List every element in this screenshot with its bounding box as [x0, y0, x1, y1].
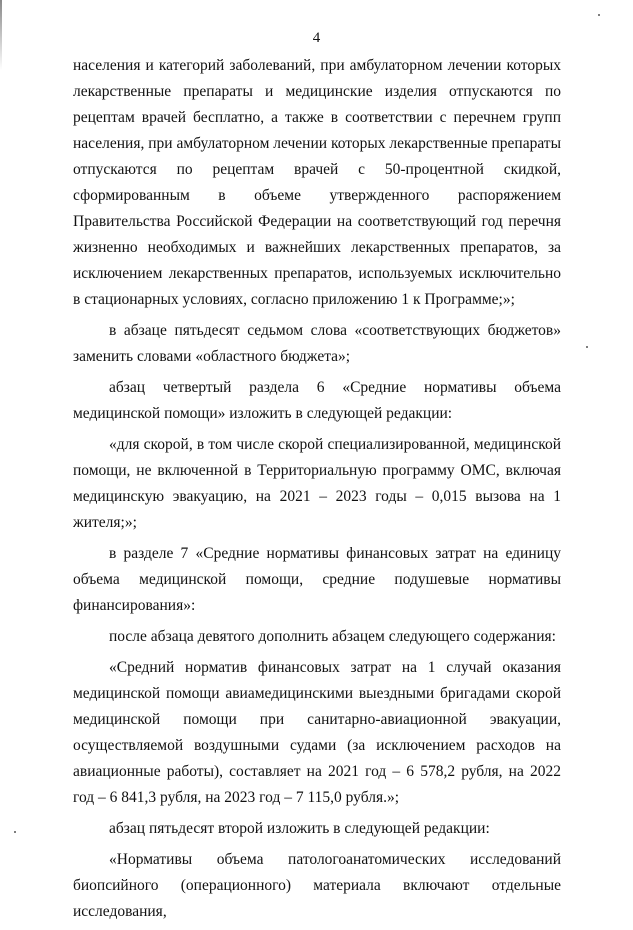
paragraph: после абзаца девятого дополнить абзацем следующего содержания: — [109, 628, 556, 645]
page-number: 4 — [312, 30, 321, 46]
paragraph: абзац четвертый раздела 6 «Средние нормативы объема медицинской помощи» изложить в следующей редакции: — [73, 379, 561, 422]
paragraph: «Средний норматив финансовых затрат на 1 случай оказания медицинской помощи авиамедицинскими выездными бригадами скорой медицинской помощи при санитарно-авиационной эвакуации, осуществляемой воздушными судами (за исключением расходов на авиационные работы), составляет на 2021 год – 6 578,2 рубля, на 2022 год – 6 841,3 рубля, на 2023 год – 7 115,0 рубля.»; — [73, 659, 561, 806]
paragraph: «Нормативы объема патологоанатомических исследований биопсийного (операционного) материала включают отдельные исследования, — [73, 851, 561, 920]
paragraph: населения и категорий заболеваний, при амбулаторном лечении которых лекарственные препараты и медицинские изделия отпускаются по рецептам врачей бесплатно, а также в соответствии с перечнем групп населения, при амбулаторном лечении которых лекарственные препараты отпускаются по рецептам врачей с 50-процентной скидкой, сформированным в объеме утвержденного распоряжением Правительства Российской Федерации на соответствующий год перечня жизненно необходимых и важнейших лекарственных препаратов, за исключением лекарственных препаратов, используемых исключительно в стационарных условиях, согласно приложению 1 к Программе;»; — [73, 57, 561, 308]
paragraph: абзац пятьдесят второй изложить в следующей редакции: — [109, 820, 490, 837]
paragraph: в абзаце пятьдесят седьмом слова «соответствующих бюджетов» заменить словами «областного бюджета»; — [73, 322, 561, 365]
scan-speck — [586, 346, 588, 348]
paragraph: «для скорой, в том числе скорой специализированной, медицинской помощи, не включенной в Территориальную программу ОМС, включая медицинскую эвакуацию, на 2021 – 2023 годы – 0,015 вызова на 1 жителя;»; — [73, 436, 561, 531]
scan-speck — [598, 14, 600, 16]
document-body — [73, 53, 561, 930]
scan-speck — [14, 831, 16, 833]
paragraph: в разделе 7 «Средние нормативы финансовых затрат на единицу объема медицинской помощи, средние подушевые нормативы финансирования»: — [73, 545, 561, 614]
